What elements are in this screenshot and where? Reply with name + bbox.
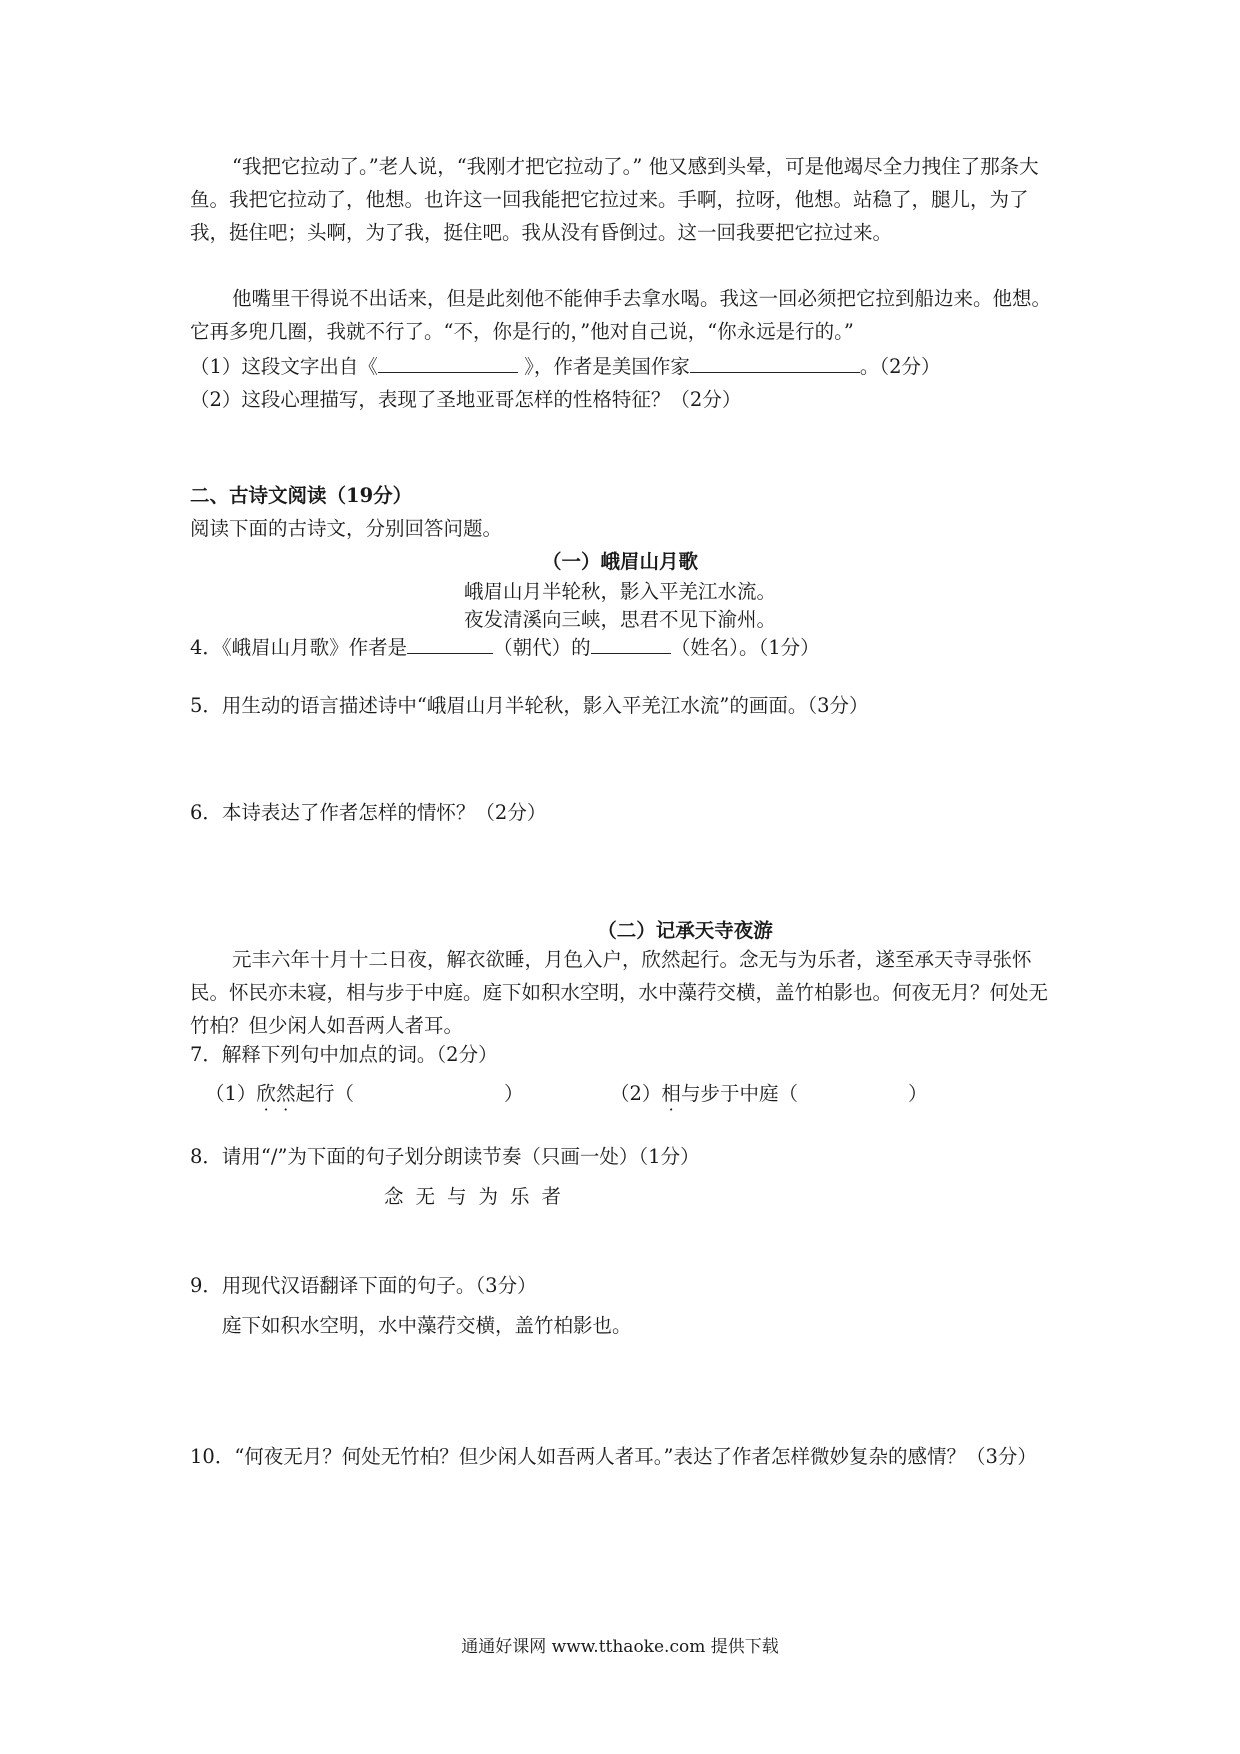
answer-blank-dynasty[interactable] [407, 633, 493, 654]
question-7-item-2-close: ） [907, 1082, 928, 1105]
poem-title: （一）峨眉山月歌 [541, 550, 698, 573]
footer-text: 通通好课网 www.tthaoke.com 提供下载 [461, 1637, 779, 1657]
dotted-char-xiang: 相 [661, 1082, 681, 1105]
question-8: 8．请用“/”为下面的句子划分朗读节奏（只画一处）（1分） [190, 1145, 700, 1168]
question-4-text-b: （朝代）的 [493, 636, 591, 659]
prose-text: 元丰六年十月十二日夜，解衣欲睡，月色入户，欣然起行。念无与为乐者，遂至承天寺寻张怀民。怀民亦未寝，相与步于中庭。庭下如积水空明，水中藻荇交横，盖竹柏影也。何夜无月？何处无竹柏？但少闲人如吾两人者耳。 [190, 948, 1049, 1037]
question-1-text-a: （1）这段文字出自《 [190, 355, 378, 378]
question-7-item-2 [610, 1078, 927, 1106]
question-7-item-1-close: ） [503, 1082, 524, 1105]
answer-blank-name[interactable] [591, 633, 671, 654]
dotted-char-ran: 然 [275, 1082, 296, 1105]
section-2-instruction: 阅读下面的古诗文，分别回答问题。 [190, 517, 503, 540]
question-5: 5．用生动的语言描述诗中“峨眉山月半轮秋，影入平羌江水流”的画面。（3分） [190, 694, 869, 717]
section-2-heading: 二、古诗文阅读（19分） [190, 484, 413, 507]
poem-line-1: 峨眉山月半轮秋，影入平羌江水流。 [463, 580, 776, 603]
question-7-item-1 [205, 1078, 523, 1106]
question-7-item-2-prefix: （2） [610, 1082, 662, 1105]
question-7-item-2-text: 与步于中庭（ [680, 1082, 798, 1105]
answer-blank-author[interactable] [690, 352, 860, 373]
dotted-char-xin: 欣 [256, 1082, 276, 1105]
prose-title: （二）记承天寺夜游 [597, 919, 773, 942]
question-7-item-1-prefix: （1） [205, 1082, 257, 1105]
question-7: 7．解释下列句中加点的词。（2分） [190, 1043, 498, 1066]
question-10: 10．“何夜无月？何处无竹柏？但少闲人如吾两人者耳。”表达了作者怎样微妙复杂的感情？（3分） [190, 1445, 1037, 1468]
question-8-sentence[interactable]: 念无与为乐者 [384, 1185, 574, 1208]
question-4-text-c: （姓名）。（1分） [670, 636, 820, 659]
answer-blank-title[interactable] [378, 352, 518, 373]
poem-line-2: 夜发清溪向三峡，思君不见下渝州。 [463, 608, 776, 631]
question-4-text-a: 4．《峨眉山月歌》作者是 [190, 636, 408, 659]
question-2: （2）这段心理描写，表现了圣地亚哥怎样的性格特征？（2分） [190, 388, 742, 411]
question-1 [190, 351, 941, 379]
question-1-text-c: 。（2分） [859, 355, 941, 378]
question-6: 6．本诗表达了作者怎样的情怀？（2分） [190, 801, 547, 824]
question-7-item-1-text: 起行（ [295, 1082, 354, 1105]
question-1-text-b: 》，作者是美国作家 [524, 355, 690, 378]
question-9-sentence: 庭下如积水空明，水中藻荇交横，盖竹柏影也。 [222, 1314, 632, 1337]
passage-paragraph-1: “我把它拉动了。”老人说，“我刚才把它拉动了。” 他又感到头晕，可是他竭尽全力拽住了那条大鱼。我把它拉动了，他想。也许这一回我能把它拉过来。手啊，拉呀，他想。站稳了，腿儿，为了我，挺住吧；头啊，为了我，挺住吧。我从没有昏倒过。这一回我要把它拉过来。 [190, 155, 1039, 244]
passage-paragraph-2: 他嘴里干得说不出话来，但是此刻他不能伸手去拿水喝。我这一回必须把它拉到船边来。他想。它再多兜几圈，我就不行了。“不，你是行的，”他对自己说，“你永远是行的。” [190, 287, 1052, 343]
question-4 [190, 632, 820, 660]
question-9: 9．用现代汉语翻译下面的句子。（3分） [190, 1274, 537, 1297]
